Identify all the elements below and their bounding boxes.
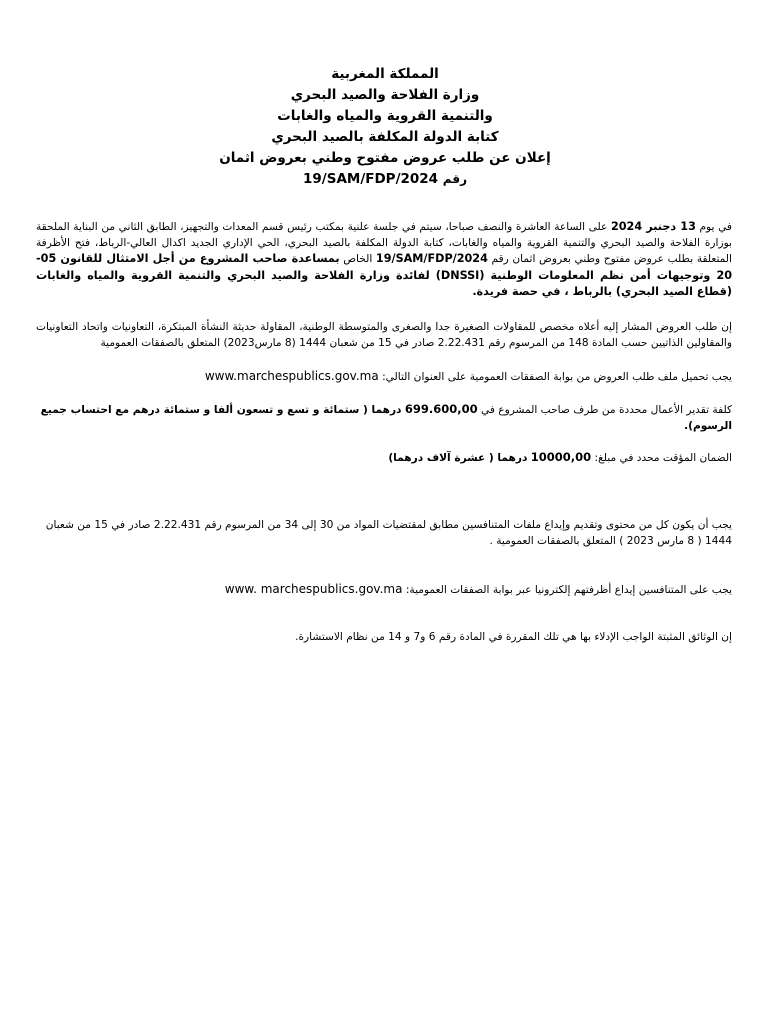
p4-intro: كلفة تقدير الأعمال محددة من طرف صاحب المشروع في	[481, 404, 732, 416]
header-kingdom: المملكة المغربية	[331, 66, 439, 82]
header-announcement-title: إعلان عن طلب عروض مفتوح وطني بعروض اثمان	[219, 150, 551, 166]
p1-date: 13 دجنبر 2024	[610, 220, 696, 233]
document-header	[120, 64, 650, 190]
p1-connector: الخاص	[343, 253, 373, 265]
paragraph-guarantee	[36, 450, 732, 467]
p1-intro: في يوم	[699, 221, 732, 233]
p3-text: يجب تحميل ملف طلب العروض من بوابة الصفقات العمومية على العنوان التالي:	[382, 371, 732, 383]
paragraph-electronic-submission	[36, 582, 732, 599]
paragraph-download	[36, 369, 732, 386]
p2-text: إن طلب العروض المشار إليه أعلاه مخصص للمقاولات الصغيرة جدا والصغرى والمتوسطة الوطنية، المقاولة حديثة النشأة المبتكرة، التعاونيات واتحاد التعاونيات والمقاولين الذاتيين حسب المادة 148 من المرسوم رقم 2.22.431 صادر في 15 من شعبان 1444 (8 مارس2023) المتعلق بالصفقات العمومية	[36, 321, 732, 349]
procurement-portal-link[interactable]: www.marchespublics.gov.ma	[204, 369, 379, 383]
guarantee-amount: 10000,00	[530, 450, 592, 464]
paragraph-supporting-documents	[36, 630, 732, 646]
p8-text: إن الوثائق المثبتة الواجب الإدلاء بها هي تلك المقررة في المادة رقم 6 و7 و 14 من نظام الاستشارة.	[295, 631, 732, 643]
paragraph-eligibility	[36, 320, 732, 351]
p5-amount-words: درهما ( عشرة آلاف درهما)	[388, 452, 528, 464]
header-ministry: وزارة الفلاحة والصيد البحري	[290, 87, 480, 103]
submission-portal-link[interactable]: www. marchespublics.gov.ma	[224, 582, 403, 596]
p1-subject: بمساعدة صاحب المشروع من أجل الامتثال للقانون 05-20 وتوجيهات أمن نظم المعلومات الوطنية (DNSSI) لفائدة وزارة الفلاحة والصيد البحري والتنمية القروية والمياه والغابات (قطاع الصيد البحري) بالرباط ، في حصة فريدة.	[36, 252, 733, 298]
p6-text: يجب أن يكون كل من محتوى وتقديم وإيداع ملفات المتنافسين مطابق لمقتضيات المواد من 30 إلى 34 من المرسوم رقم 2.22.431 صادر في 15 من شعبان 1444 ( 8 مارس 2023 ) المتعلق بالصفقات العمومية .	[45, 519, 732, 547]
p7-text: يجب على المتنافسين إيداع أظرفتهم إلكترونيا عبر بوابة الصفقات العمومية:	[405, 584, 732, 596]
p1-reference: 19/SAM/FDP/2024	[375, 252, 488, 265]
p4-amount-words: درهما ( ستمائة و تسع و تسعون ألفا و ستمائة درهم مع احتساب جميع الرسوم).	[40, 404, 732, 432]
estimated-cost-amount: 699.600,00	[404, 402, 478, 416]
paragraph-estimated-cost	[36, 402, 732, 434]
header-secretariat: كتابة الدولة المكلفة بالصيد البحري	[271, 129, 499, 145]
p1-body: على الساعة العاشرة والنصف صباحا، سيتم في جلسة علنية بمكتب رئيس قسم المعدات والتجهيز، الطابق الثاني من البناية الملحقة بوزارة الفلاحة والصيد البحري والتنمية القروية والمياه والغابات، كتابة الدولة المكلفة بالصيد البحري، الحي الإداري الجديد اكدال العالي-الرباط، فتح الأظرفة المتعلقة بطلب عروض مفتوح وطني بعروض اثمان رقم	[36, 221, 732, 265]
header-ministry-cont: والتنمية القروية والمياه والغابات	[277, 108, 493, 124]
header-reference	[120, 169, 650, 190]
p5-intro: الضمان المؤقت محدد في مبلغ:	[594, 452, 732, 464]
header-reference-label: رقم	[442, 172, 467, 186]
paragraph-opening-session	[36, 219, 732, 301]
paragraph-file-requirements	[36, 518, 732, 549]
header-reference-number: 19/SAM/FDP/2024	[303, 171, 439, 187]
